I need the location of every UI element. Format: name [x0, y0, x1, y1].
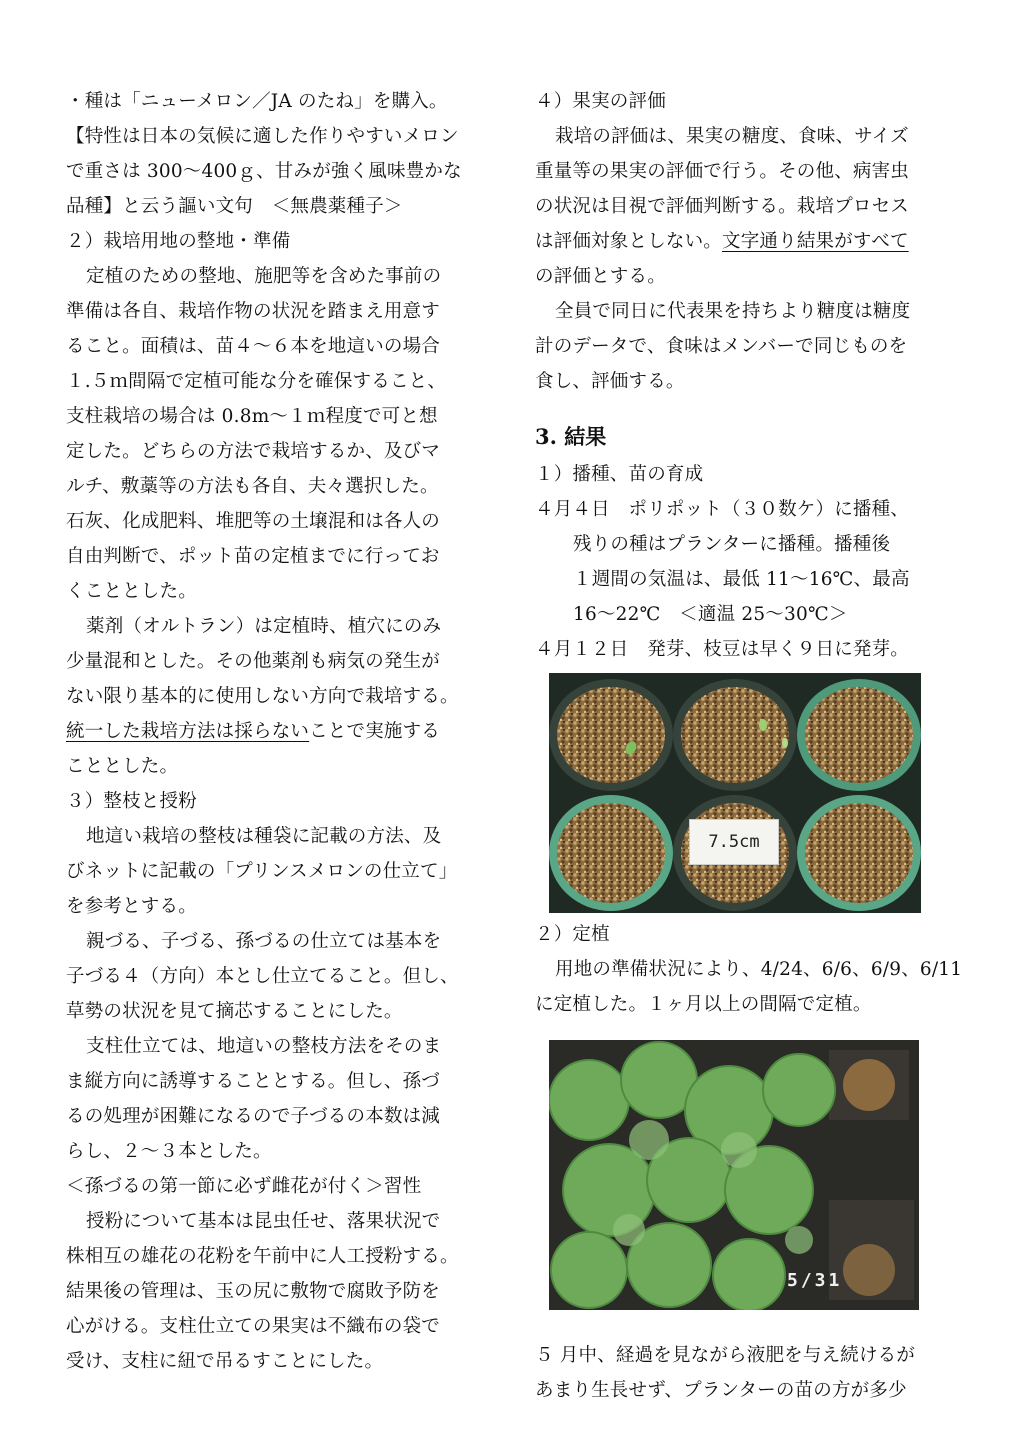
- text-line: 用地の準備状況により、4/24、6/6、6/9、6/11: [555, 959, 963, 980]
- text-line: 支柱栽培の場合は 0.8m～１ｍ程度で可と想: [66, 406, 438, 427]
- text-line: ルチ、敷藁等の方法も各自、夫々選択した。: [66, 476, 439, 497]
- text-line: 食し、評価する。: [535, 371, 685, 392]
- underlined-phrase: 統一した栽培方法は採らない: [66, 721, 310, 742]
- text-line: ４月１２日 発芽、枝豆は早く９日に発芽。: [535, 639, 910, 660]
- seed-pots-photo: [549, 673, 921, 913]
- photo-date-stamp: 5/31: [787, 1270, 843, 1291]
- text-line: 地這い栽培の整枝は種袋に記載の方法、及: [86, 826, 442, 847]
- left-column: [66, 84, 481, 1379]
- text-line: 残りの種はプランターに播種。播種後: [573, 534, 891, 555]
- text-line: らし、２～３本とした。: [66, 1141, 272, 1162]
- text-line: を参考とする。: [66, 896, 197, 917]
- text-line: ・種は「ニューメロン／JA のたね」を購入。: [66, 91, 448, 112]
- text-line: 定した。どちらの方法で栽培するか、及びマ: [66, 441, 441, 462]
- right-column: [535, 84, 963, 1408]
- text-line: 受け、支柱に紐で吊るすことにした。: [66, 1351, 384, 1372]
- text-line: 授粉について基本は昆虫任せ、落果状況で: [86, 1211, 441, 1232]
- subheading-planting: ２）定植: [535, 924, 610, 945]
- section-heading-fruit-evaluation: ４）果実の評価: [535, 91, 666, 112]
- text-line: １.５ｍ間隔で定植可能な分を確保すること、: [66, 371, 447, 392]
- text-line: の評価とする。: [535, 266, 666, 287]
- text-line: 結果後の管理は、玉の尻に敷物で腐敗予防を: [66, 1281, 441, 1302]
- text-line: 子づる４（方向）本とし仕立てること。但し、: [66, 966, 459, 987]
- text-fragment: は評価対象としない。: [535, 231, 723, 252]
- section-heading-land-prep: ２）栽培用地の整地・準備: [66, 231, 291, 252]
- text-line-underlined: [535, 224, 940, 259]
- text-line: 栽培の評価は、果実の糖度、食味、サイズ: [555, 126, 909, 147]
- text-line: 品種】と云う謳い文句 ＜無農薬種子＞: [66, 196, 403, 217]
- text-line: の状況は目視で評価判断する。栽培プロセス: [535, 196, 910, 217]
- text-line: ５ 月中、経過を見ながら液肥を与え続けるが: [535, 1345, 916, 1366]
- text-line: ること。面積は、苗４～６本を地這いの場合: [66, 336, 441, 357]
- text-line: 自由判断で、ポット苗の定植までに行ってお: [66, 546, 440, 567]
- section-heading-pruning: ３）整枝と授粉: [66, 791, 197, 812]
- text-line: 準備は各自、栽培作物の状況を踏まえ用意す: [66, 301, 441, 322]
- seedlings-photo: [549, 1040, 919, 1310]
- text-line: ４月４日 ポリポット（３０数ケ）に播種、: [535, 499, 910, 520]
- text-line: 草勢の状況を見て摘芯することにした。: [66, 1001, 403, 1022]
- text-line: びネットに記載の「プリンスメロンの仕立て」: [66, 861, 458, 882]
- text-line: 重量等の果実の評価で行う。その他、病害虫: [535, 161, 910, 182]
- text-line: 定植のための整地、施肥等を含めた事前の: [86, 266, 442, 287]
- subheading-sowing: １）播種、苗の育成: [535, 464, 704, 485]
- scale-label: 7.5cm: [689, 819, 779, 865]
- text-line: 薬剤（オルトラン）は定植時、植穴にのみ: [86, 616, 442, 637]
- text-line: で重さは 300～400ｇ、甘みが強く風味豊かな: [66, 161, 462, 182]
- text-line: 支柱仕立ては、地這いの整枝方法をそのま: [86, 1036, 442, 1057]
- seedlings-image: [549, 1040, 919, 1310]
- text-line: 【特性は日本の気候に適した作りやすいメロン: [66, 126, 459, 147]
- text-line: 親づる、子づる、孫づるの仕立ては基本を: [86, 931, 442, 952]
- text-line: くこととした。: [66, 581, 197, 602]
- section-heading-results: 3. 結果: [535, 424, 607, 449]
- seed-pots-image: [549, 673, 921, 913]
- text-line: 計のデータで、食味はメンバーで同じものを: [535, 336, 908, 357]
- text-line: 16～22℃ ＜適温 25～30℃＞: [573, 604, 848, 625]
- text-line: ま縦方向に誘導することとする。但し、孫づ: [66, 1071, 441, 1092]
- text-line: ＜孫づるの第一節に必ず雌花が付く＞習性: [66, 1176, 422, 1197]
- text-line: るの処理が困難になるので子づるの本数は減: [66, 1106, 441, 1127]
- text-line: 石灰、化成肥料、堆肥等の土壌混和は各人の: [66, 511, 441, 532]
- text-fragment: ことで実施する: [309, 721, 441, 742]
- underlined-phrase: 文字通り結果がすべて: [722, 231, 909, 252]
- text-line: に定植した。１ヶ月以上の間隔で定植。: [535, 994, 872, 1015]
- text-line: あまり生長せず、プランターの苗の方が多少: [535, 1380, 907, 1401]
- text-line: 全員で同日に代表果を持ちより糖度は糖度: [555, 301, 911, 322]
- text-line: 心がける。支柱仕立ての果実は不織布の袋で: [66, 1316, 441, 1337]
- text-line: ない限り基本的に使用しない方向で栽培する。: [66, 686, 459, 707]
- text-line: こととした。: [66, 756, 179, 777]
- text-line: １週間の気温は、最低 11～16℃、最高: [573, 569, 910, 590]
- text-line-underlined: [66, 714, 481, 749]
- text-line: 株相互の雄花の花粉を午前中に人工授粉する。: [66, 1246, 459, 1267]
- text-line: 少量混和とした。その他薬剤も病気の発生が: [66, 651, 441, 672]
